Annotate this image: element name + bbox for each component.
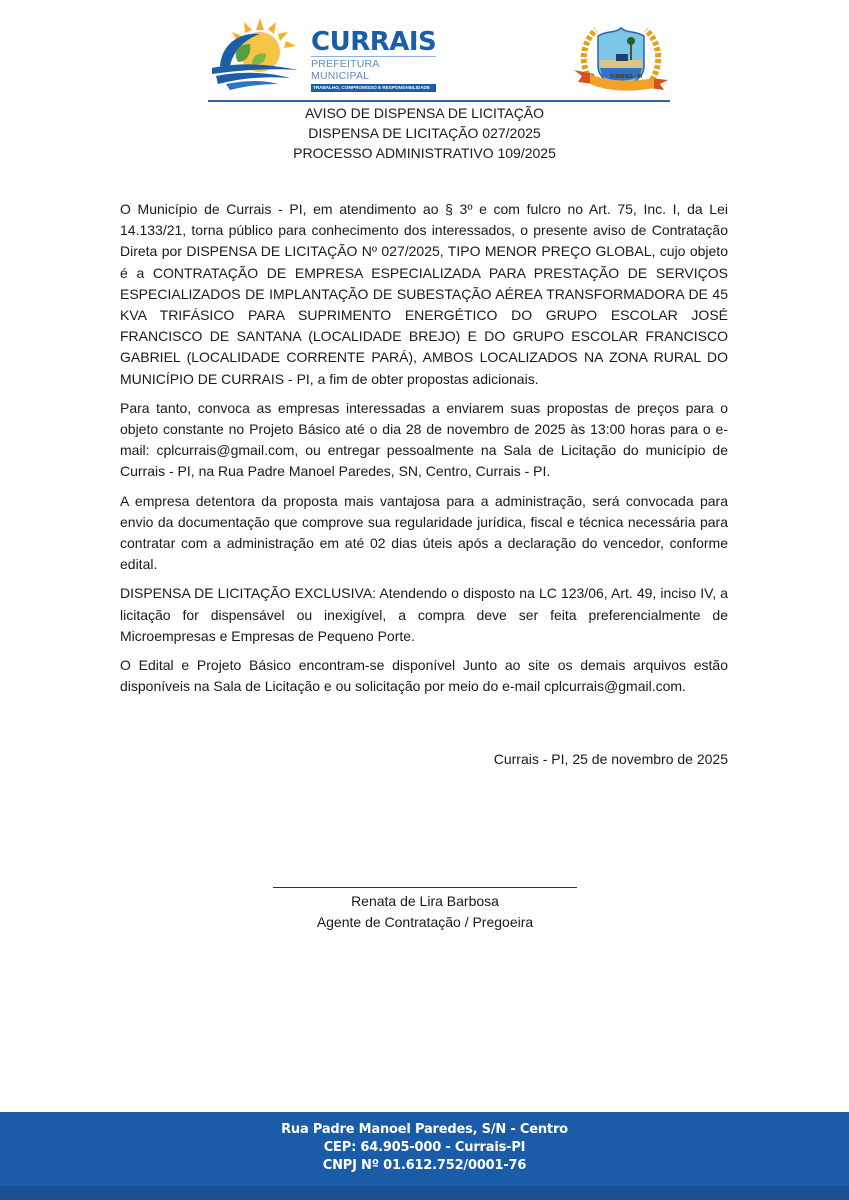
paragraph-proposals: Para tanto, convoca as empresas interessadas a enviarem suas propostas de preços para o objeto constante no Projeto Básico até o dia 28 de novembro de 2025 às 13:00 horas para o e-mail: cplcurrais@gmail.com, ou entregar pessoalmente na Sala de Licitação do município de Currais - PI, na Rua Padre Manoel Paredes, SN, Centro, Currais - PI. [120, 399, 728, 480]
signature-block [273, 891, 577, 933]
footer-address [0, 1121, 849, 1175]
signatory-name: Renata de Lira Barbosa [351, 893, 499, 909]
header-divider [208, 100, 670, 102]
document-titles [0, 103, 849, 163]
signature-line [273, 887, 577, 888]
date-line: Currais - PI, 25 de novembro de 2025 [493, 751, 728, 767]
paragraph-object: O Município de Currais - PI, em atendimento ao § 3º e com fulcro no Art. 75, Inc. I, da Lei 14.133/21, torna público para conhecimento dos interessados, o presente aviso de Contratação Direta por DISPENSA DE LICITAÇÃO Nº 027/2025, TIPO MENOR PREÇO GLOBAL, cujo objeto é a CONTRATAÇÃO DE EMPRESA ESPECIALIZADA PARA PRESTAÇÃO DE SERVIÇOS ESPECIALIZADOS DE IMPLANTAÇÃO DE SUBESTAÇÃO AÉREA TRANSFORMADORA DE 45 KVA TRIFÁSICO PARA SUPRIMENTO ENERGÉTICO DO GRUPO ESCOLAR JOSÉ FRANCISCO DE SANTANA (LOCALIDADE BREJO) E DO GRUPO ESCOLAR FRANCISCO GABRIEL (LOCALIDADE CORRENTE PARÁ), AMBOS LOCALIZADOS NA ZONA RURAL DO MUNICÍPIO DE CURRAIS - PI, a fim de obter propostas adicionais. [120, 201, 728, 387]
signatory-role: Agente de Contratação / Pregoeira [316, 914, 534, 930]
dispensa-number: DISPENSA DE LICITAÇÃO 027/2025 [308, 125, 541, 141]
brand-tagline: TRABALHO, COMPROMISSO E RESPONSABILIDADE [311, 84, 436, 92]
paragraph-documentation: A empresa detentora da proposta mais vantajosa para a administração, será convocada para envio da documentação que comprove sua regularidade jurídica, fiscal e técnica necessária para contratar com a administração em até 02 dias úteis após a declaração do vencedor, conforme edital. [120, 492, 728, 573]
process-number: PROCESSO ADMINISTRATIVO 109/2025 [293, 145, 556, 161]
municipal-crest-icon [568, 20, 674, 96]
footer-cnpj: CNPJ Nº 01.612.752/0001-76 [322, 1158, 527, 1173]
brand-name: CURRAIS [311, 27, 437, 57]
paragraph-edital: O Edital e Projeto Básico encontram-se disponível Junto ao site os demais arquivos estão disponíveis na Sala de Licitação e ou solicitação por meio do e-mail cplcurrais@gmail.com. [120, 657, 728, 695]
footer-cep: CEP: 64.905-000 - Currais-PI [323, 1140, 526, 1155]
letterhead [0, 0, 849, 110]
footer-street: Rua Padre Manoel Paredes, S/N - Centro [281, 1122, 568, 1137]
footer-band [0, 1186, 849, 1200]
prefeitura-brand [311, 28, 436, 92]
notice-title: AVISO DE DISPENSA DE LICITAÇÃO [304, 105, 545, 121]
paragraph-exclusive: DISPENSA DE LICITAÇÃO EXCLUSIVA: Atendendo o disposto na LC 123/06, Art. 49, inciso IV, a licitação for dispensável ou inexigível, a compra deve ser feita preferencialmente de Microempresas e Empresas de Pequeno Porte. [120, 585, 728, 644]
prefeitura-logo-icon [208, 14, 308, 90]
brand-subtitle: PREFEITURA MUNICIPAL [311, 56, 436, 82]
crest-banner-text: CURRAIS - PI [610, 74, 642, 80]
document-body [120, 199, 728, 705]
page-footer [0, 1112, 849, 1200]
